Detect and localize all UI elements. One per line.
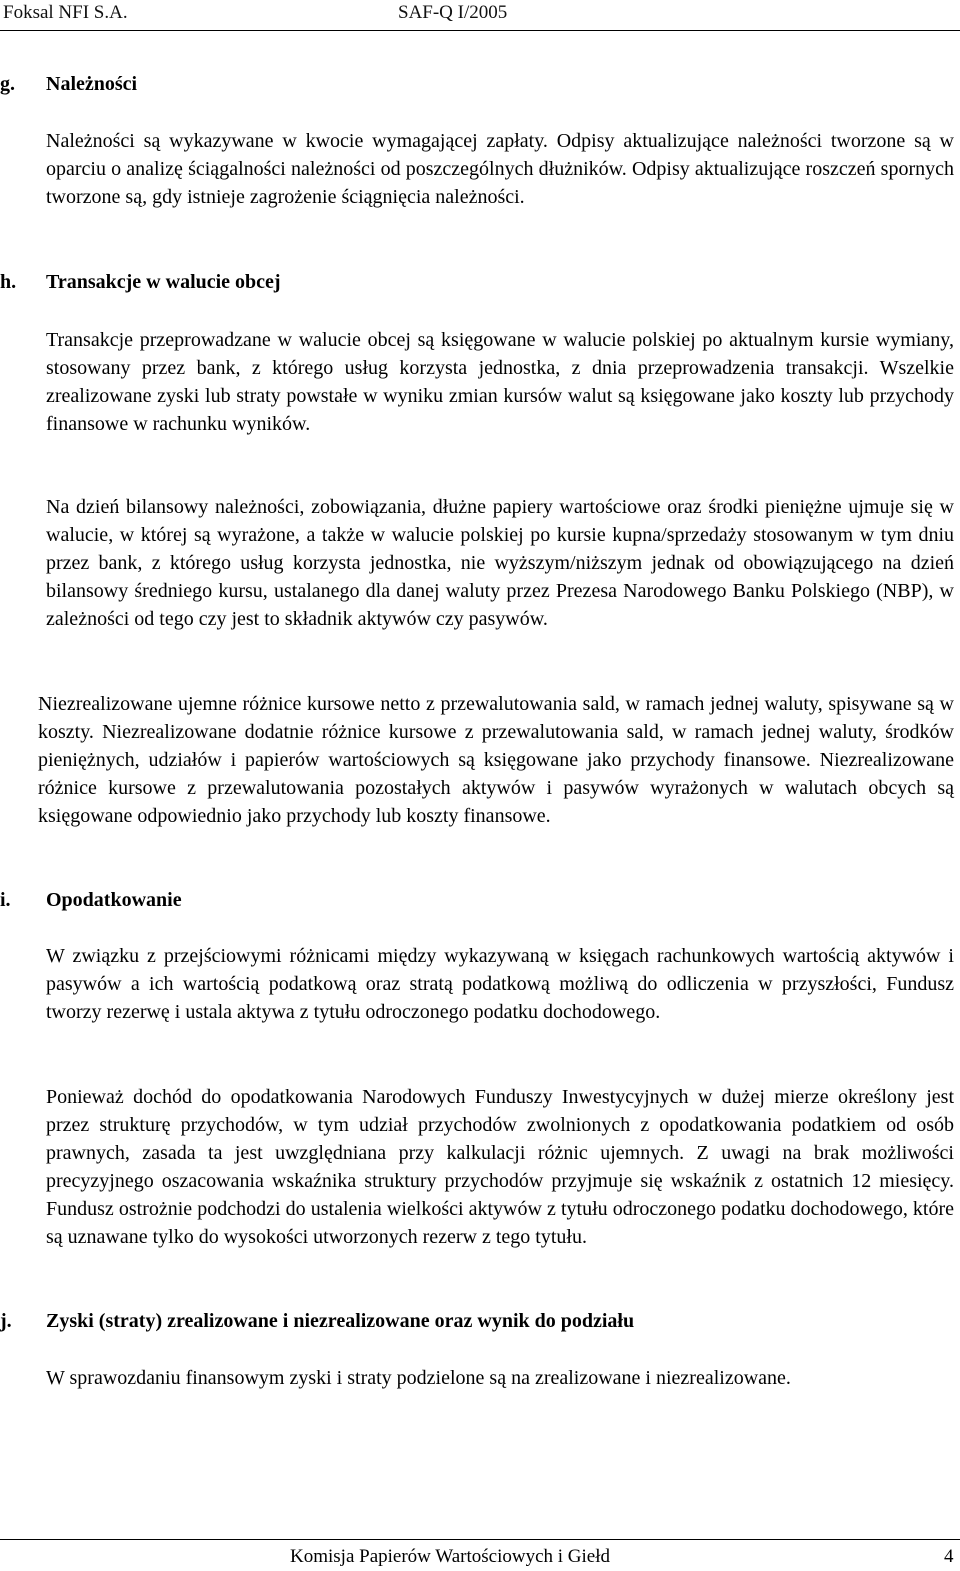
header-report-id: SAF-Q I/2005 xyxy=(398,2,508,23)
paragraph: Niezrealizowane ujemne różnice kursowe netto z przewalutowania sald, w ramach jednej waluty, spisywane są w koszty. Niezrealizowane dodatnie różnice kursowe z przewalutowania sald, w ramach jednej waluty, środków pieniężnych, udziałów i papierów wartościowych są księgowane jako przychody finansowe. Niezrealizowane różnice kursowe z przewalutowania pozostałych aktywów i pasywów wyrażonych w walutach obcych są księgowane odpowiednio jako przychody lub koszty finansowe. xyxy=(38,693,954,827)
section-title: Należności xyxy=(46,73,138,95)
footer-divider xyxy=(0,1539,960,1540)
section-letter: h. xyxy=(0,271,17,293)
section-title: Opodatkowanie xyxy=(46,889,182,911)
paragraph: Ponieważ dochód do opodatkowania Narodowych Funduszy Inwestycyjnych w dużej mierze określony jest przez strukturę przychodów, w tym udział przychodów zwolnionych z opodatkowania podatkiem od osób prawnych, zasada ta jest uwzględniana przy kalkulacji różnic ujemnych. Z uwagi na brak możliwości precyzyjnego oszacowania wskaźnika struktury przychodów przyjmuje się wskaźnik z ostatnich 12 miesięcy. Fundusz ostrożnie podchodzi do ustalenia wielkości aktywów z tytułu odroczonego podatku dochodowego, które są uznawane tylko do wysokości utworzonych rezerw z tego tytułu. xyxy=(46,1086,954,1248)
section-heading-j xyxy=(0,1307,634,1335)
section-heading-i xyxy=(0,886,182,914)
footer-publisher: Komisja Papierów Wartościowych i Giełd xyxy=(290,1546,611,1567)
page-number: 4 xyxy=(944,1546,954,1567)
header-company: Foksal NFI S.A. xyxy=(3,2,128,23)
paragraph: W sprawozdaniu finansowym zyski i straty podzielone są na zrealizowane i niezrealizowane. xyxy=(46,1367,791,1389)
paragraph: Na dzień bilansowy należności, zobowiązania, dłużne papiery wartościowe oraz środki pieniężne ujmuje się w walucie, w której są wyrażone, a także w walucie polskiej po kursie kupna/sprzedaży stosowanym w tym dniu przez bank, z którego usług korzysta jednostka, nie wyższym/niższym jednak od obowiązującego na dzień bilansowy średniego kursu, ustalanego dla danej waluty przez Prezesa Narodowego Banku Polskiego (NBP), w zależności od tego czy jest to składnik aktywów czy pasywów. xyxy=(46,496,954,630)
section-heading-h xyxy=(0,268,281,296)
section-letter: i. xyxy=(0,889,11,911)
header-divider xyxy=(0,30,960,31)
section-letter: j. xyxy=(0,1310,12,1332)
paragraph: Transakcje przeprowadzane w walucie obcej są księgowane w walucie polskiej po aktualnym kursie wymiany, stosowany przez bank, z którego usług korzysta jednostka, z dnia przeprowadzenia transakcji. Wszelkie zrealizowane zyski lub straty powstałe w wyniku zmian kursów walut są księgowane jako koszty lub przychody finansowe w rachunku wyników. xyxy=(46,329,954,435)
section-heading-g xyxy=(0,70,137,98)
section-title: Transakcje w walucie obcej xyxy=(46,271,281,293)
paragraph: Należności są wykazywane w kwocie wymagającej zapłaty. Odpisy aktualizujące należności tworzone są w oparciu o analizę ściągalności należności od poszczególnych dłużników. Odpisy aktualizujące roszczeń spornych tworzone są, gdy istnieje zagrożenie ściągnięcia należności. xyxy=(46,130,954,208)
paragraph: W związku z przejściowymi różnicami między wykazywaną w księgach rachunkowych wartością aktywów i pasywów a ich wartością podatkową oraz stratą podatkową możliwą do odliczenia w przyszłości, Fundusz tworzy rezerwę i ustala aktywa z tytułu odroczonego podatku dochodowego. xyxy=(46,945,954,1023)
section-title: Zyski (straty) zrealizowane i niezrealizowane oraz wynik do podziału xyxy=(46,1310,635,1332)
section-letter: g. xyxy=(0,73,15,95)
